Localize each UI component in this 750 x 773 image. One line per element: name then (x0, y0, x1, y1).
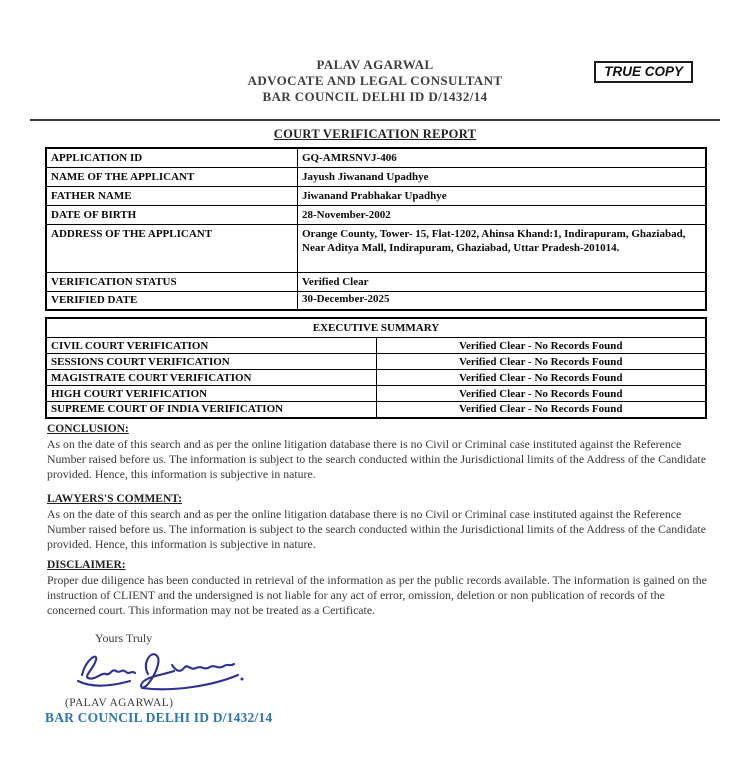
summary-row-high-court (46, 386, 706, 402)
table-row-address (46, 224, 706, 272)
bar-council-id-header: BAR COUNCIL DELHI ID D/1432/14 (262, 89, 488, 104)
page-title: COURT VERIFICATION REPORT (273, 127, 477, 141)
court-label: HIGH COURT VERIFICATION (46, 386, 376, 402)
court-result: Verified Clear - No Records Found (376, 370, 706, 386)
advocate-designation: ADVOCATE AND LEGAL CONSULTANT (247, 73, 503, 88)
table-row-application-id (46, 148, 706, 167)
conclusion-heading: CONCLUSION: (47, 422, 129, 435)
field-label: VERIFICATION STATUS (46, 272, 298, 291)
table-row-verified-date (46, 291, 706, 310)
advocate-name: PALAV AGARWAL (316, 57, 434, 72)
signatory-name: (PALAV AGARWAL) (65, 696, 174, 709)
field-value: Verified Clear (298, 272, 707, 291)
court-label: MAGISTRATE COURT VERIFICATION (46, 370, 376, 386)
header-divider (30, 119, 720, 121)
court-label: SESSIONS COURT VERIFICATION (46, 354, 376, 370)
court-result: Verified Clear - No Records Found (376, 402, 706, 418)
text-sections (47, 423, 705, 618)
field-value: Jiwanand Prabhakar Upadhye (298, 186, 707, 205)
summary-row-supreme-court (46, 402, 706, 418)
letterhead (0, 0, 750, 105)
signature (72, 649, 750, 695)
field-label: APPLICATION ID (46, 148, 298, 167)
table-row-father-name (46, 186, 706, 205)
field-value: 30-December-2025 (298, 291, 707, 310)
lawyers-comment-heading: LAWYERS'S COMMENT: (47, 492, 182, 505)
lawyers-comment-body: As on the date of this search and as per the online litigation database there is no Civil or Criminal case instituted against the Reference Number raised before us. The information is subject to the search conducted within the Jurisdictional limits of the Address of the Candidate provided. Hence, this information is subjective in nature. (47, 506, 706, 551)
court-result: Verified Clear - No Records Found (376, 338, 706, 354)
field-value: 28-November-2002 (298, 205, 707, 224)
field-label: DATE OF BIRTH (46, 205, 298, 224)
true-copy-stamp: TRUE COPY (594, 61, 693, 83)
table-row-date-of-birth (46, 205, 706, 224)
summary-title: EXECUTIVE SUMMARY (46, 318, 706, 338)
disclaimer-body: Proper due diligence has been conducted in retrieval of the information as per the public records available. The information is gained on the instruction of CLIENT and the undersigned is not liable for any act of error, omission, deletion or non publication of records of the concerned court. This information may not be treated as a Certificate. (47, 572, 707, 617)
executive-summary-table (45, 317, 707, 419)
summary-row-sessions-court (46, 354, 706, 370)
field-value: Orange County, Tower- 15, Flat-1202, Ahinsa Khand:1, Indirapuram, Ghaziabad, Near Aditya Mall, Indirapuram, Ghaziabad, Uttar Pradesh-201014. (298, 224, 707, 272)
table-row-verification-status (46, 272, 706, 291)
salutation: Yours Truly (95, 630, 153, 645)
applicant-details-table (45, 147, 707, 311)
conclusion-body: As on the date of this search and as per the online litigation database there is no Civil or Criminal case instituted against the Reference Number raised before us. The information is subject to the search conducted within the Jurisdictional limits of the Address of the Candidate provided. Hence, this information is subjective in nature. (47, 436, 706, 481)
field-label: ADDRESS OF THE APPLICANT (46, 224, 298, 272)
court-result: Verified Clear - No Records Found (376, 354, 706, 370)
court-result: Verified Clear - No Records Found (376, 386, 706, 402)
field-label: VERIFIED DATE (46, 291, 298, 310)
court-label: SUPREME COURT OF INDIA VERIFICATION (46, 402, 376, 418)
field-label: FATHER NAME (46, 186, 298, 205)
disclaimer-heading: DISCLAIMER: (47, 558, 126, 571)
field-value: Jayush Jiwanand Upadhye (298, 167, 707, 186)
signature-image (72, 649, 257, 695)
field-value: GQ-AMRSNVJ-406 (298, 148, 707, 167)
summary-row-civil-court (46, 338, 706, 354)
field-label: NAME OF THE APPLICANT (46, 167, 298, 186)
table-row-applicant-name (46, 167, 706, 186)
summary-row-magistrate-court (46, 370, 706, 386)
summary-header-row (46, 318, 706, 338)
bar-council-id-footer: BAR COUNCIL DELHI ID D/1432/14 (45, 709, 273, 725)
court-label: CIVIL COURT VERIFICATION (46, 338, 376, 354)
